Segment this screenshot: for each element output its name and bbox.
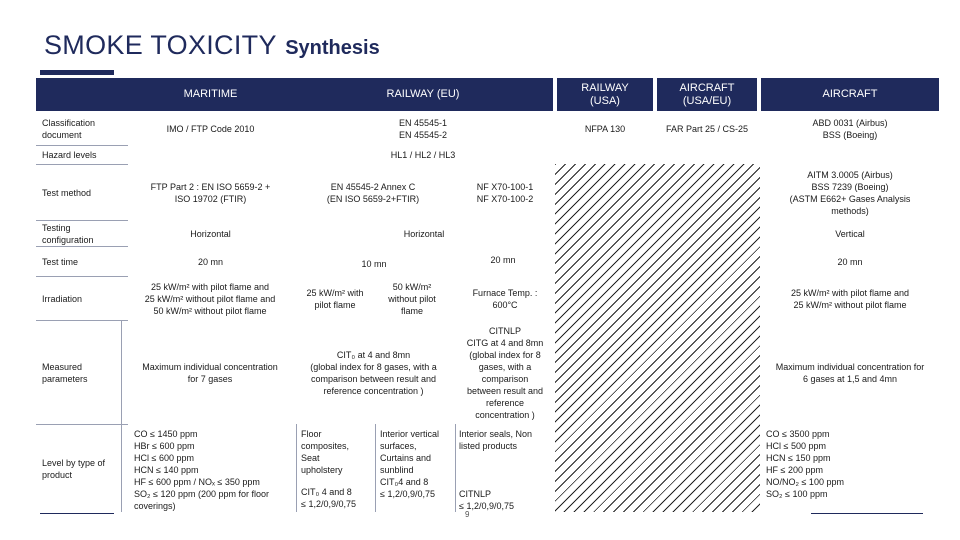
testing-config-aircraft: Vertical — [835, 228, 865, 239]
header-railway-eu: RAILWAY (EU) — [293, 78, 553, 111]
test-method-maritime: FTP Part 2 : EN ISO 5659-2 + ISO 19702 (FTIR) — [150, 182, 271, 204]
level-aircraft: CO ≤ 3500 ppm HCl ≤ 500 ppm HCN ≤ 150 ppm HF ≤ 200 ppm NO/NO₂ ≤ 100 ppm SO₂ ≤ 100 ppm — [766, 429, 844, 499]
level-railway-eu-c: Interior seals, Non listed products — [459, 429, 533, 451]
testing-config-maritime: Horizontal — [190, 228, 231, 239]
classification-railway-eu: EN 45545-1 EN 45545-2 — [398, 118, 448, 140]
classification-railway-usa: NFPA 130 — [584, 124, 626, 134]
hatched-area — [555, 164, 760, 512]
column-divider — [375, 424, 376, 512]
test-method-railway-eu-a: EN 45545-2 Annex C (EN ISO 5659-2+FTIR) — [326, 182, 420, 204]
test-method-aircraft: AITM 3.0005 (Airbus) BSS 7239 (Boeing) (ASTM E662+ Gases Analysis methods) — [789, 170, 911, 216]
row-divider — [36, 424, 128, 425]
header-blank — [36, 78, 128, 111]
page-number: 9 — [465, 510, 470, 519]
header-aircraft: AIRCRAFT — [761, 78, 939, 111]
row-label-testing-config: Testing configuration — [42, 222, 94, 245]
row-divider — [36, 246, 128, 247]
row-label-irradiation: Irradiation — [42, 294, 83, 304]
level-railway-eu-c-cit: CITNLP ≤ 1,2/0,9/0,75 — [459, 489, 514, 511]
row-label-test-time: Test time — [42, 257, 79, 267]
row-label-measured: Measured parameters — [42, 362, 88, 384]
classification-maritime: IMO / FTP Code 2010 — [166, 124, 255, 134]
header-railway-usa: RAILWAY (USA) — [557, 78, 653, 111]
classification-aircraft-usa-eu: FAR Part 25 / CS-25 — [665, 124, 749, 134]
row-divider — [36, 164, 128, 165]
level-railway-eu-a: Floor composites, Seat upholstery — [301, 429, 350, 475]
irradiation-railway-eu-a: 25 kW/m² with pilot flame — [306, 288, 364, 310]
row-label-hazard: Hazard levels — [42, 150, 97, 160]
title-main: SMOKE TOXICITY — [44, 30, 277, 60]
classification-aircraft: ABD 0031 (Airbus) BSS (Boeing) — [812, 118, 888, 140]
title-sub: Synthesis — [285, 37, 380, 59]
header-aircraft-usa-eu: AIRCRAFT (USA/EU) — [657, 78, 757, 111]
measured-railway-eu-b: CITNLP CITG at 4 and 8mn (global index for 8 gases, with a comparison between result and reference concentration ) — [466, 326, 544, 420]
footer-line-right — [811, 513, 923, 514]
title-accent-bar — [40, 70, 114, 75]
test-time-maritime: 20 mn — [197, 257, 223, 267]
column-divider — [455, 424, 456, 512]
level-maritime: CO ≤ 1450 ppm HBr ≤ 600 ppm HCl ≤ 600 ppm HCN ≤ 140 ppm HF ≤ 600 ppm / NOₓ ≤ 350 ppm SO₂ ≤ 120 ppm (200 ppm for floor coverings) — [134, 429, 269, 511]
page-title — [44, 30, 380, 61]
test-time-railway-eu-a: 10 mn — [361, 259, 387, 269]
test-time-aircraft: 20 mn — [837, 257, 863, 267]
test-time-railway-eu-b: 20 mn — [490, 255, 516, 265]
level-railway-eu-a-cit: CIT₀ 4 and 8 ≤ 1,2/0,9/0,75 — [301, 487, 356, 509]
testing-config-railway-eu: Horizontal — [403, 228, 445, 239]
hazard-railway-eu: HL1 / HL2 / HL3 — [390, 150, 456, 160]
irradiation-railway-eu-c: Furnace Temp. : 600°C — [472, 288, 538, 310]
irradiation-railway-eu-b: 50 kW/m² without pilot flame — [388, 282, 436, 316]
measured-railway-eu-a: CIT₀ at 4 and 8mn (global index for 8 gases, with a comparison between result and reference concentration ) — [310, 350, 437, 396]
test-method-railway-eu-b: NF X70-100-1 NF X70-100-2 — [476, 182, 534, 204]
row-label-classification: Classification document — [42, 118, 96, 140]
header-maritime: MARITIME — [128, 78, 293, 111]
column-divider — [296, 424, 297, 512]
measured-aircraft: Maximum individual concentration for 6 gases at 1,5 and 4mn — [775, 362, 925, 384]
row-label-test-method: Test method — [42, 188, 92, 198]
measured-maritime: Maximum individual concentration for 7 gases — [142, 362, 278, 384]
irradiation-aircraft: 25 kW/m² with pilot flame and 25 kW/m² without pilot flame — [790, 288, 910, 310]
level-railway-eu-b: Interior vertical surfaces, Curtains and sunblind CIT₀4 and 8 ≤ 1,2/0,9/0,75 — [380, 429, 440, 499]
row-label-level: Level by type of product — [42, 458, 106, 480]
irradiation-maritime: 25 kW/m² with pilot flame and 25 kW/m² without pilot flame and 50 kW/m² without pilot flame — [144, 282, 276, 316]
footer-line-left — [40, 513, 114, 514]
row-divider — [36, 320, 128, 321]
row-divider — [36, 276, 128, 277]
